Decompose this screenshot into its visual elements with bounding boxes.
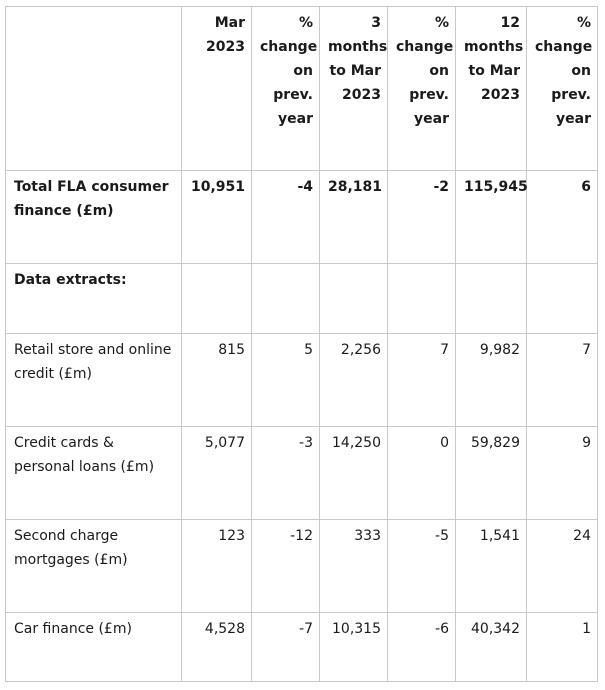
table-cell: 14,250 <box>320 427 388 520</box>
table-cell: -5 <box>388 520 456 613</box>
table-cell: 40,342 <box>456 613 527 682</box>
row-label-line: Credit cards & <box>14 435 114 451</box>
header-line: prev. <box>273 87 313 103</box>
row-label-line: personal loans (£m) <box>14 459 155 475</box>
row-label-line: Car finance (£m) <box>14 621 132 637</box>
table-cell: -4 <box>252 171 320 264</box>
header-line: prev. <box>409 87 449 103</box>
row-label <box>6 264 182 334</box>
table-row-second-charge <box>6 520 598 613</box>
header-line: % <box>576 15 591 31</box>
row-label-line: Data extracts: <box>14 272 127 288</box>
table-cell: 6 <box>527 171 598 264</box>
row-label <box>6 427 182 520</box>
header-cell-mar-2023 <box>182 7 252 171</box>
header-line: 3 <box>371 15 381 31</box>
header-line: % <box>298 15 313 31</box>
table-cell: 59,829 <box>456 427 527 520</box>
header-line: Mar <box>214 15 245 31</box>
table-cell: 9,982 <box>456 334 527 427</box>
row-label-line: credit (£m) <box>14 366 92 382</box>
header-line: 12 <box>500 15 520 31</box>
table-cell: 123 <box>182 520 252 613</box>
table-cell <box>252 264 320 334</box>
header-line: % <box>434 15 449 31</box>
row-label <box>6 520 182 613</box>
header-cell-3-months <box>320 7 388 171</box>
header-row <box>6 7 598 171</box>
table-cell: 1,541 <box>456 520 527 613</box>
header-cell-empty <box>6 7 182 171</box>
table-cell: 28,181 <box>320 171 388 264</box>
row-label-line: Total FLA consumer <box>14 179 169 195</box>
header-line: year <box>556 111 591 127</box>
table-cell: 24 <box>527 520 598 613</box>
table-cell: 4,528 <box>182 613 252 682</box>
table-row-total-fla <box>6 171 598 264</box>
table-row-car-finance <box>6 613 598 682</box>
table-cell: -7 <box>252 613 320 682</box>
row-label-line: mortgages (£m) <box>14 552 128 568</box>
table-cell <box>527 264 598 334</box>
table-cell: 9 <box>527 427 598 520</box>
table-cell: 0 <box>388 427 456 520</box>
row-label-line: finance (£m) <box>14 203 114 219</box>
header-line: year <box>414 111 449 127</box>
table-cell: 7 <box>388 334 456 427</box>
table-cell: -6 <box>388 613 456 682</box>
row-label <box>6 171 182 264</box>
table-row-retail-store <box>6 334 598 427</box>
row-label-line: Retail store and online <box>14 342 172 358</box>
header-line: months <box>328 39 388 55</box>
table-cell <box>182 264 252 334</box>
header-line: prev. <box>551 87 591 103</box>
header-line: on <box>571 63 591 79</box>
header-line: months <box>464 39 524 55</box>
header-line: 2023 <box>342 87 381 103</box>
header-line: change <box>260 39 318 55</box>
table-cell: 10,951 <box>182 171 252 264</box>
fla-consumer-finance-table <box>5 6 598 682</box>
table-cell: 10,315 <box>320 613 388 682</box>
table-cell: 815 <box>182 334 252 427</box>
table-cell: -3 <box>252 427 320 520</box>
table-cell: 115,945 <box>456 171 527 264</box>
header-line: to Mar <box>329 63 381 79</box>
header-cell-12-months <box>456 7 527 171</box>
row-label <box>6 613 182 682</box>
table-cell <box>456 264 527 334</box>
table-row-credit-cards <box>6 427 598 520</box>
table-cell: 5,077 <box>182 427 252 520</box>
header-line: to Mar <box>468 63 520 79</box>
header-line: 2023 <box>481 87 520 103</box>
header-cell-pct-change-mar <box>252 7 320 171</box>
header-cell-pct-change-12-months <box>527 7 598 171</box>
table-cell: 333 <box>320 520 388 613</box>
header-cell-pct-change-3-months <box>388 7 456 171</box>
header-line: on <box>293 63 313 79</box>
table-cell: 5 <box>252 334 320 427</box>
header-line: change <box>396 39 454 55</box>
table-cell <box>388 264 456 334</box>
table-cell: -12 <box>252 520 320 613</box>
header-line: change <box>535 39 593 55</box>
header-line: 2023 <box>206 39 245 55</box>
table-cell: -2 <box>388 171 456 264</box>
table-cell: 2,256 <box>320 334 388 427</box>
header-line: year <box>278 111 313 127</box>
table-cell: 7 <box>527 334 598 427</box>
header-line: on <box>429 63 449 79</box>
row-label-line: Second charge <box>14 528 119 544</box>
table-cell <box>320 264 388 334</box>
table-row-data-extracts <box>6 264 598 334</box>
table-cell: 1 <box>527 613 598 682</box>
row-label <box>6 334 182 427</box>
